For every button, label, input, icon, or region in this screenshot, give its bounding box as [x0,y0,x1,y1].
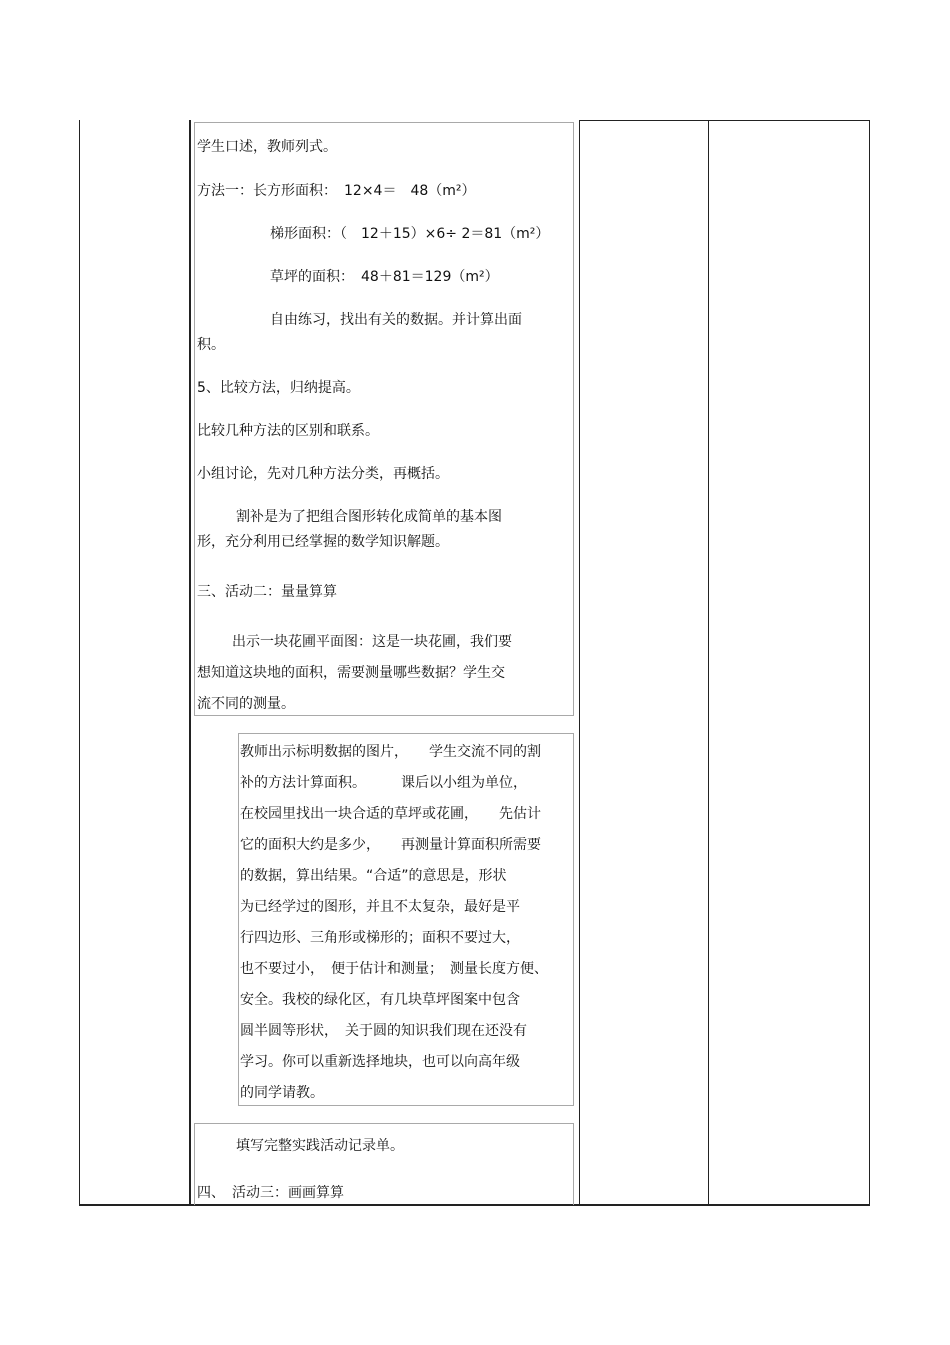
box2-left [238,733,239,1106]
text-compare-differences: 比较几种方法的区别和联系。 [197,423,379,439]
box2-line: 它的面积大约是多少， 再测量计算面积所需要 [240,837,541,853]
text-compare-methods: 5、比较方法，归纳提高。 [197,380,360,396]
text-free-practice-a: 自由练习，找出有关的数据。并计算出面 [270,312,522,328]
box1-left [194,122,195,715]
box2-line: 的同学请教。 [240,1085,324,1101]
table-bottom-border [79,1204,870,1206]
text-flowerbed-b: 想知道这块地的面积，需要测量哪些数据？学生交 [197,665,505,681]
table-right-border [869,120,870,1205]
text-cut-fill-b: 形，充分利用已经掌握的数学知识解题。 [197,534,449,550]
box2-line: 在校园里找出一块合适的草坪或花圃， 先估计 [240,806,541,822]
box2-line: 的数据，算出结果。“合适”的意思是，形状 [240,868,507,884]
box2-bottom [238,1105,574,1106]
box2-line: 为已经学过的图形，并且不太复杂，最好是平 [240,899,520,915]
text-flowerbed-c: 流不同的测量。 [197,696,295,712]
box1-right [573,122,574,715]
text-lawn-area: 草坪的面积： 48＋81＝129（m²） [270,269,499,285]
table-col-divider-3 [708,120,709,1205]
box2-line: 圆半圆等形状， 关于圆的知识我们现在还没有 [240,1023,527,1039]
box2-line: 学习。你可以重新选择地块，也可以向高年级 [240,1054,520,1070]
text-trapezoid-area: 梯形面积：（ 12＋15）×6÷ 2＝81（m²） [270,226,550,242]
text-activity-two-heading: 三、活动二：量量算算 [197,584,337,600]
text-free-practice-b: 积。 [197,337,225,353]
box2-line: 安全。我校的绿化区，有几块草坪图案中包含 [240,992,520,1008]
box2-line: 也不要过小， 便于估计和测量； 测量长度方便、 [240,961,548,977]
text-method-one: 方法一：长方形面积： 12×4＝ 48（m²） [197,183,476,199]
table-top-border-right [579,120,870,121]
box1-top [194,122,574,123]
box2-line: 行四边形、三角形或梯形的；面积不要过大， [240,930,520,946]
table-col-divider-1 [189,120,191,1205]
box2-top [238,733,574,734]
text-cut-fill-a: 割补是为了把组合图形转化成简单的基本图 [236,509,502,525]
text-flowerbed-a: 出示一块花圃平面图：这是一块花圃，我们要 [232,634,512,650]
text-fill-record: 填写完整实践活动记录单。 [236,1138,404,1154]
text-group-discussion: 小组讨论，先对几种方法分类，再概括。 [197,466,449,482]
box3-top [194,1123,574,1124]
box2-line: 教师出示标明数据的图片， 学生交流不同的割 [240,744,541,760]
box1-bottom [194,715,574,716]
box3-left [194,1123,195,1205]
text-activity-three-heading: 四、 活动三：画画算算 [197,1185,344,1201]
box3-right [573,1123,574,1205]
box2-line: 补的方法计算面积。 课后以小组为单位， [240,775,527,791]
box2-right [573,733,574,1106]
table-left-border [79,120,80,1205]
text-student-oral: 学生口述，教师列式。 [197,139,337,155]
table-col-divider-2 [579,120,580,1205]
